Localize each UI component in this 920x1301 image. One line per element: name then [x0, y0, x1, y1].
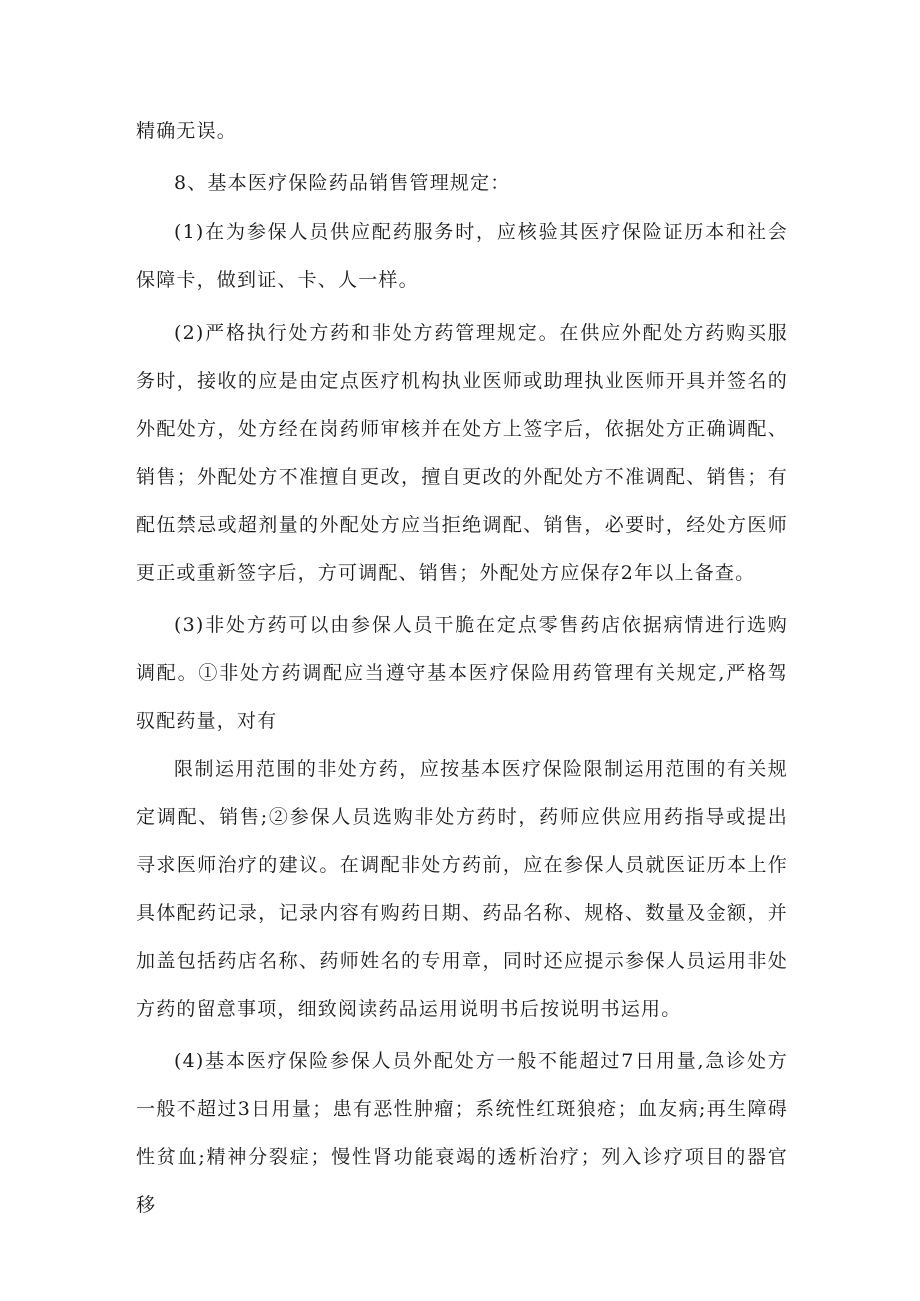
paragraph-item-4: (4)基本医疗保险参保人员外配处方一般不能超过7日用量,急诊处方一般不超过3日用量；患有恶性肿瘤；系统性红斑狼疮；血友病;再生障碍性贫血;精神分裂症；慢性肾功能衰竭的透析治疗；列入诊疗项目的器官移 [136, 1050, 788, 1216]
section-heading-8: 8、基本医疗保险药品销售管理规定： [174, 172, 511, 194]
paragraph-item-1: (1)在为参保人员供应配药服务时，应核验其医疗保险证历本和社会保障卡，做到证、卡、人一样。 [136, 221, 788, 291]
paragraph-continuation: 精确无误。 [136, 120, 238, 142]
paragraph-item-2: (2)严格执行处方药和非处方药管理规定。在供应外配处方药购买服务时，接收的应是由定点医疗机构执业医师或助理执业医师开具并签名的外配处方，处方经在岗药师审核并在处方上签字后，依据处方正确调配、销售；外配处方不准擅自更改，擅自更改的外配处方不准调配、销售；有配伍禁忌或超剂量的外配处方应当拒绝调配、销售，必要时，经处方医师更正或重新签字后，方可调配、销售；外配处方应保存2年以上备查。 [136, 322, 788, 584]
paragraph-item-3-continued: 限制运用范围的非处方药，应按基本医疗保险限制运用范围的有关规定调配、销售;②参保人员选购非处方药时，药师应供应用药指导或提出寻求医师治疗的建议。在调配非处方药前，应在参保人员就医证历本上作具体配药记录，记录内容有购药日期、药品名称、规格、数量及金额，并加盖包括药店名称、药师姓名的专用章，同时还应提示参保人员运用非处方药的留意事项，细致阅读药品运用说明书后按说明书运用。 [136, 758, 788, 1020]
paragraph-item-3: (3)非处方药可以由参保人员干脆在定点零售药店依据病情进行选购调配。①非处方药调配应当遵守基本医疗保险用药管理有关规定,严格驾驭配药量，对有 [136, 614, 788, 732]
